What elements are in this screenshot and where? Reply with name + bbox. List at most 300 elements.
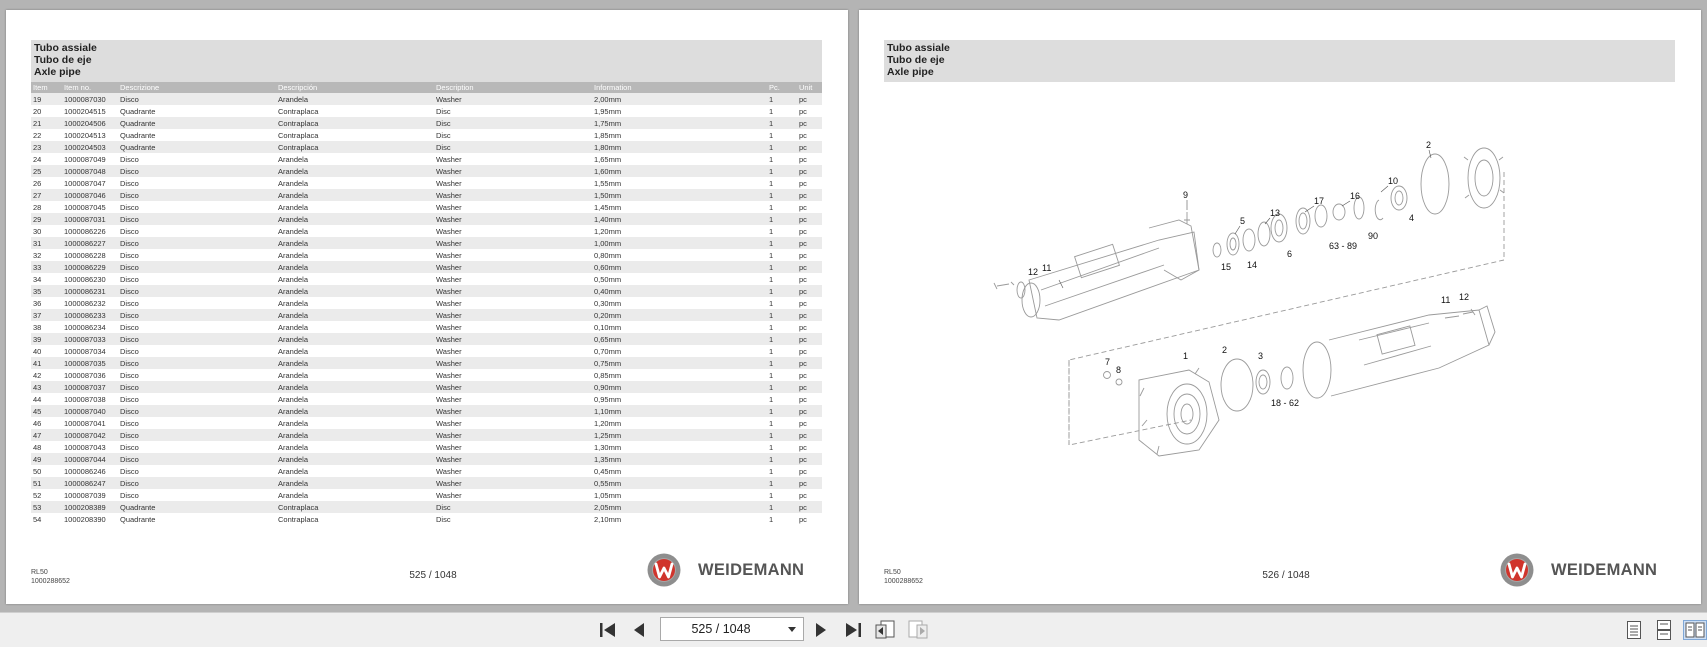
diagram-label: 9 [1183,190,1189,200]
table-cell: Washer [434,165,592,177]
table-cell: Arandela [276,429,434,441]
table-cell: 33 [31,261,62,273]
table-cell: Arandela [276,357,434,369]
table-cell: 28 [31,201,62,213]
table-cell: 1000086229 [62,261,118,273]
previous-page-icon [632,622,646,638]
section-title [884,40,1675,82]
table-cell: Quadrante [118,105,276,117]
table-cell: 1000087039 [62,489,118,501]
table-cell: Arandela [276,465,434,477]
table-cell: 0,80mm [592,249,767,261]
table-cell: 53 [31,501,62,513]
table-cell: 1 [767,357,797,369]
table-row [31,297,822,309]
table-cell: 1000086226 [62,225,118,237]
table-cell: 1 [767,465,797,477]
table-cell: 0,95mm [592,393,767,405]
table-row [31,393,822,405]
table-cell: Disco [118,405,276,417]
table-cell: 1 [767,117,797,129]
diagram-label: 15 [1221,262,1232,272]
table-cell: 1000086233 [62,309,118,321]
table-cell: 1 [767,249,797,261]
diagram-label: 8 [1116,365,1122,375]
table-cell: pc [797,501,822,513]
brand-name: WEIDEMANN [698,561,805,579]
table-cell: pc [797,177,822,189]
table-cell: Washer [434,249,592,261]
table-cell: Washer [434,405,592,417]
table-cell: Arandela [276,261,434,273]
table-cell: 1000087049 [62,153,118,165]
table-cell: Disc [434,513,592,525]
table-cell: 1 [767,333,797,345]
table-cell: 51 [31,477,62,489]
table-cell: Disco [118,261,276,273]
table-row [31,153,822,165]
table-cell: Disco [118,201,276,213]
title-italian: Tubo assiale [34,42,97,54]
table-cell: 42 [31,369,62,381]
table-cell: pc [797,273,822,285]
table-cell: pc [797,453,822,465]
table-row [31,213,822,225]
table-cell: Quadrante [118,117,276,129]
table-cell: Disco [118,213,276,225]
table-cell: Contraplaca [276,513,434,525]
column-header: Unit [797,82,822,93]
table-cell: Arandela [276,309,434,321]
continuous-view-button[interactable] [1652,620,1676,640]
single-page-view-button[interactable] [1622,620,1646,640]
table-row [31,417,822,429]
next-page-button[interactable] [809,620,833,640]
previous-page-button[interactable] [627,620,651,640]
table-cell: Arandela [276,345,434,357]
table-cell: 1000208390 [62,513,118,525]
title-italian: Tubo assiale [887,42,950,54]
table-cell: Washer [434,465,592,477]
table-cell: 38 [31,321,62,333]
table-cell: 0,75mm [592,357,767,369]
table-cell: Washer [434,93,592,105]
title-spanish: Tubo de eje [34,54,92,66]
table-cell: Contraplaca [276,141,434,153]
table-cell: pc [797,213,822,225]
table-cell: 26 [31,177,62,189]
table-row [31,249,822,261]
table-row [31,225,822,237]
table-cell: 1000086228 [62,249,118,261]
table-cell: 1 [767,261,797,273]
table-row [31,345,822,357]
table-cell: Arandela [276,225,434,237]
go-back-icon [874,620,896,640]
diagram-label: 10 [1388,176,1399,186]
table-cell: 1 [767,201,797,213]
table-cell: 1000086232 [62,297,118,309]
table-cell: Disco [118,429,276,441]
table-cell: 1 [767,513,797,525]
table-cell: pc [797,405,822,417]
table-cell: 47 [31,429,62,441]
table-cell: 40 [31,345,62,357]
table-cell: 1000204503 [62,141,118,153]
diagram-label: 11 [1042,263,1052,273]
table-cell: 52 [31,489,62,501]
table-cell: Disco [118,249,276,261]
table-cell: Disco [118,225,276,237]
table-row [31,189,822,201]
column-header: Item no. [62,82,118,93]
table-cell: 31 [31,237,62,249]
table-cell: 1,75mm [592,117,767,129]
table-cell: pc [797,333,822,345]
title-english: Axle pipe [887,66,934,78]
table-cell: pc [797,165,822,177]
table-cell: Washer [434,153,592,165]
table-cell: 1000204515 [62,105,118,117]
table-cell: 1 [767,129,797,141]
table-cell: pc [797,513,822,525]
table-cell: Arandela [276,393,434,405]
table-cell: pc [797,129,822,141]
table-cell: 21 [31,117,62,129]
last-page-button[interactable] [841,620,865,640]
table-cell: 1000087041 [62,417,118,429]
table-cell: Washer [434,201,592,213]
table-row [31,453,822,465]
table-cell: pc [797,201,822,213]
weidemann-logo-icon [646,552,682,588]
table-cell: Disc [434,501,592,513]
table-cell: Washer [434,477,592,489]
table-row [31,117,822,129]
table-cell: 1,95mm [592,105,767,117]
diagram-label: 2 [1426,140,1432,150]
table-cell: 1 [767,177,797,189]
table-cell: 1 [767,225,797,237]
table-cell: pc [797,153,822,165]
table-cell: Disco [118,465,276,477]
table-cell: 1000204513 [62,129,118,141]
table-cell: pc [797,105,822,117]
table-cell: pc [797,117,822,129]
table-cell: 1,55mm [592,177,767,189]
table-cell: Disco [118,165,276,177]
table-cell: 1 [767,321,797,333]
table-cell: Arandela [276,93,434,105]
table-cell: Quadrante [118,513,276,525]
table-cell: Washer [434,285,592,297]
diagram-label: 5 [1240,216,1246,226]
table-cell: 1000086234 [62,321,118,333]
table-cell: Arandela [276,153,434,165]
table-cell: 0,90mm [592,381,767,393]
table-cell: 37 [31,309,62,321]
table-cell: Quadrante [118,129,276,141]
table-cell: Washer [434,273,592,285]
table-cell: pc [797,441,822,453]
column-header: Descripción [276,82,434,93]
go-back-button[interactable] [873,620,897,640]
table-cell: 1 [767,285,797,297]
table-cell: pc [797,261,822,273]
table-cell: 1 [767,369,797,381]
table-cell: 30 [31,225,62,237]
table-row [31,489,822,501]
table-cell: 1000204506 [62,117,118,129]
table-cell: Washer [434,357,592,369]
table-cell: pc [797,345,822,357]
exploded-parts-diagram [959,120,1599,520]
page-number-field[interactable] [660,617,804,641]
table-cell: Disco [118,345,276,357]
table-cell: 1 [767,405,797,417]
table-cell: Washer [434,393,592,405]
table-cell: 1000086231 [62,285,118,297]
table-cell: Disco [118,381,276,393]
table-cell: pc [797,309,822,321]
title-spanish: Tubo de eje [887,54,945,66]
table-cell: 20 [31,105,62,117]
table-cell: 1,40mm [592,213,767,225]
model-name: RL50 [31,569,48,576]
table-cell: 1 [767,417,797,429]
diagram-label: 4 [1409,213,1415,223]
table-cell: 1000087038 [62,393,118,405]
diagram-label: 12 [1459,292,1470,302]
diagram-label: 1 [1183,351,1189,361]
table-cell: Washer [434,453,592,465]
table-cell: 1,20mm [592,225,767,237]
diagram-label: 7 [1105,357,1111,367]
diagram-label: 11 [1441,295,1451,305]
footer-doc-info [31,568,70,586]
table-cell: 1 [767,237,797,249]
table-cell: 50 [31,465,62,477]
table-cell: Washer [434,237,592,249]
table-cell: 1,30mm [592,441,767,453]
table-row [31,357,822,369]
left-page [6,10,848,604]
table-row [31,369,822,381]
table-cell: Disc [434,129,592,141]
table-cell: 0,60mm [592,261,767,273]
table-cell: Washer [434,369,592,381]
table-cell: 1,45mm [592,201,767,213]
table-row [31,465,822,477]
table-row [31,405,822,417]
brand-logo [1499,552,1689,588]
table-cell: 36 [31,297,62,309]
table-cell: pc [797,417,822,429]
table-row [31,237,822,249]
diagram-label: 3 [1258,351,1264,361]
table-cell: Disco [118,189,276,201]
table-cell: 49 [31,453,62,465]
footer-doc-info [884,568,923,586]
table-cell: 0,65mm [592,333,767,345]
table-row [31,501,822,513]
table-cell: 1 [767,273,797,285]
table-cell: 0,50mm [592,273,767,285]
table-cell: 19 [31,93,62,105]
diagram-label: 16 [1350,191,1361,201]
table-row [31,285,822,297]
table-cell: 1000087030 [62,93,118,105]
table-cell: 2,00mm [592,93,767,105]
table-cell: Disco [118,309,276,321]
go-forward-button[interactable] [906,620,930,640]
table-cell: Washer [434,417,592,429]
table-cell: Disco [118,297,276,309]
table-cell: Disco [118,321,276,333]
table-cell: 1 [767,153,797,165]
table-cell: 0,55mm [592,477,767,489]
table-cell: Disco [118,93,276,105]
table-cell: 0,40mm [592,285,767,297]
table-cell: Disco [118,393,276,405]
table-cell: 1 [767,381,797,393]
table-cell: Washer [434,441,592,453]
table-cell: Disco [118,285,276,297]
next-page-icon [814,622,828,638]
table-cell: Disco [118,237,276,249]
table-cell: 24 [31,153,62,165]
table-cell: 23 [31,141,62,153]
table-cell: 1000087033 [62,333,118,345]
table-row [31,477,822,489]
first-page-icon [599,622,617,638]
table-cell: 1 [767,501,797,513]
table-cell: Disco [118,417,276,429]
table-row [31,441,822,453]
chevron-down-icon[interactable] [788,627,796,632]
table-cell: Arandela [276,453,434,465]
table-cell: 29 [31,213,62,225]
diagram-label: 6 [1287,249,1293,259]
table-cell: 1000087035 [62,357,118,369]
first-page-button[interactable] [596,620,620,640]
table-cell: Disco [118,357,276,369]
weidemann-logo-icon [1499,552,1535,588]
table-cell: 1000086230 [62,273,118,285]
table-cell: Washer [434,213,592,225]
table-row [31,273,822,285]
page-number-input[interactable] [661,618,781,640]
table-cell: 1 [767,297,797,309]
table-cell: 1,25mm [592,429,767,441]
table-cell: 1,35mm [592,453,767,465]
table-cell: 1000087037 [62,381,118,393]
table-cell: Washer [434,261,592,273]
table-cell: 1000087034 [62,345,118,357]
table-cell: 1000087048 [62,165,118,177]
table-cell: 0,20mm [592,309,767,321]
diagram-label: 90 [1368,231,1379,241]
table-cell: pc [797,225,822,237]
document-number: 1000288652 [884,578,923,585]
table-cell: 1 [767,477,797,489]
table-cell: pc [797,285,822,297]
table-cell: Arandela [276,177,434,189]
table-cell: 1000087044 [62,453,118,465]
table-cell: 0,45mm [592,465,767,477]
right-page [859,10,1701,604]
table-cell: 1000087031 [62,213,118,225]
table-cell: 41 [31,357,62,369]
table-cell: pc [797,357,822,369]
table-cell: 22 [31,129,62,141]
model-name: RL50 [884,569,901,576]
table-cell: Arandela [276,441,434,453]
table-row [31,93,822,105]
table-cell: 48 [31,441,62,453]
column-header: Information [592,82,767,93]
table-cell: 1,05mm [592,489,767,501]
table-cell: Disc [434,105,592,117]
table-cell: Disco [118,273,276,285]
table-cell: 1000087042 [62,429,118,441]
table-cell: Quadrante [118,501,276,513]
table-cell: Washer [434,309,592,321]
table-cell: 44 [31,393,62,405]
two-page-view-button[interactable] [1683,620,1707,640]
continuous-view-icon [1656,620,1672,640]
table-cell: 54 [31,513,62,525]
table-cell: Arandela [276,285,434,297]
table-cell: 1,20mm [592,417,767,429]
table-cell: pc [797,489,822,501]
two-page-view-icon [1685,622,1705,638]
table-cell: pc [797,189,822,201]
table-cell: 34 [31,273,62,285]
table-cell: 1 [767,165,797,177]
table-row [31,141,822,153]
column-header: Item [31,82,62,93]
table-cell: 1 [767,393,797,405]
table-row [31,129,822,141]
table-cell: 25 [31,165,62,177]
table-cell: 1000087046 [62,189,118,201]
table-cell: Arandela [276,165,434,177]
table-row [31,333,822,345]
table-cell: pc [797,93,822,105]
table-cell: 1,00mm [592,237,767,249]
diagram-label: 2 [1222,345,1228,355]
table-cell: 35 [31,285,62,297]
table-cell: 1 [767,309,797,321]
table-cell: 0,85mm [592,369,767,381]
table-cell: Disco [118,177,276,189]
table-cell: Arandela [276,405,434,417]
table-cell: Washer [434,177,592,189]
table-row [31,105,822,117]
table-cell: 1000208389 [62,501,118,513]
table-cell: 27 [31,189,62,201]
table-cell: 32 [31,249,62,261]
table-cell: 45 [31,405,62,417]
column-header: Description [434,82,592,93]
table-cell: 1 [767,141,797,153]
table-cell: Arandela [276,249,434,261]
table-cell: Washer [434,321,592,333]
table-cell: 1000087036 [62,369,118,381]
column-header: Pc. [767,82,797,93]
table-row [31,429,822,441]
